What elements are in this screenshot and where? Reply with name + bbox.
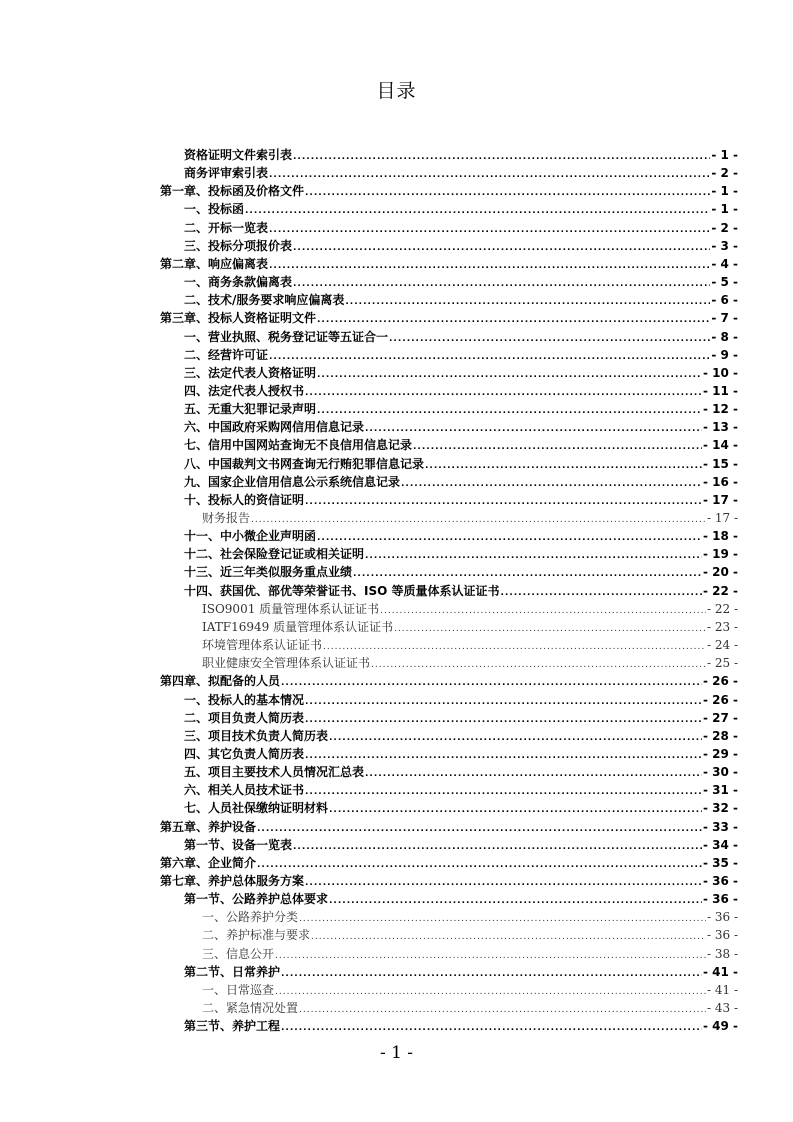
toc-entry[interactable]: [160, 309, 738, 327]
toc-leader-dots: [293, 840, 702, 854]
toc-entry-title: 三、信息公开: [202, 946, 275, 961]
toc-entry-title: 第四章、拟配备的人员: [160, 674, 281, 689]
toc-entry-title: 十三、近三年类似服务重点业绩: [184, 565, 353, 580]
toc-entry-page-number: - 28 -: [702, 728, 738, 743]
toc-entry-title: 第二节、日常养护: [184, 964, 281, 979]
toc-leader-dots: [371, 658, 706, 672]
toc-leader-dots: [293, 241, 710, 255]
toc-leader-dots: [281, 676, 702, 690]
toc-leader-dots: [317, 531, 702, 545]
toc-leader-dots: [245, 204, 710, 218]
toc-entry-page-number: - 11 -: [702, 383, 738, 398]
toc-entry[interactable]: [184, 346, 738, 364]
toc-entry[interactable]: [184, 691, 738, 709]
toc-entry-title: 第六章、企业简介: [160, 855, 257, 870]
toc-entry[interactable]: [202, 981, 738, 999]
toc-entry-page-number: - 41 -: [706, 982, 738, 997]
toc-entry-title: 财务报告: [202, 511, 251, 525]
toc-entry-page-number: - 14 -: [702, 438, 738, 453]
toc-entry[interactable]: [202, 618, 738, 636]
toc-entry[interactable]: [160, 182, 738, 200]
toc-entry-page-number: - 15 -: [702, 456, 738, 471]
toc-entry-title: 第一章、投标函及价格文件: [160, 184, 305, 199]
toc-entry-page-number: - 8 -: [711, 329, 738, 344]
toc-entry[interactable]: [184, 836, 738, 854]
toc-leader-dots: [317, 313, 710, 327]
toc-leader-dots: [281, 967, 702, 981]
toc-leader-dots: [317, 404, 702, 418]
toc-entry-page-number: - 9 -: [711, 347, 738, 362]
toc-entry-page-number: - 38 -: [706, 946, 738, 961]
toc-leader-dots: [305, 386, 702, 400]
toc-entry-page-number: - 1 -: [711, 184, 738, 199]
toc-entry-title: 六、相关人员技术证书: [184, 783, 305, 798]
toc-entry-page-number: - 3 -: [711, 238, 738, 253]
toc-entry-page-number: - 1 -: [711, 202, 738, 217]
toc-entry-title: 十四、获国优、部优等荣誉证书、ISO 等质量体系认证证书: [184, 583, 500, 598]
toc-entry-title: 二、紧急情况处置: [202, 1001, 299, 1016]
toc-entry-page-number: - 29 -: [702, 746, 738, 761]
toc-entry[interactable]: [184, 763, 738, 781]
toc-entry-page-number: - 32 -: [702, 801, 738, 816]
toc-leader-dots: [305, 785, 702, 799]
toc-entry-page-number: - 2 -: [711, 220, 738, 235]
toc-entry[interactable]: [184, 781, 738, 799]
toc-leader-dots: [305, 695, 702, 709]
toc-entry-title: 商务评审索引表: [184, 166, 269, 181]
toc-entry-title: 第七章、养护总体服务方案: [160, 874, 305, 888]
toc-entry-page-number: - 26 -: [702, 692, 738, 707]
toc-entry-page-number: - 23 -: [706, 619, 738, 634]
toc-leader-dots: [269, 223, 710, 237]
toc-entry-page-number: - 22 -: [706, 601, 738, 616]
toc-entry-title: 八、中国裁判文书网查询无行贿犯罪信息记录: [184, 456, 425, 471]
toc-entry-title: IATF16949 质量管理体系认证证书: [202, 619, 394, 634]
toc-leader-dots: [311, 930, 706, 944]
toc-leader-dots: [305, 876, 702, 890]
toc-leader-dots: [275, 985, 706, 999]
toc-entry-page-number: - 41 -: [702, 964, 738, 979]
toc-entry[interactable]: [184, 364, 738, 382]
toc-entry-title: 一、营业执照、税务登记证等五证合一: [184, 329, 389, 344]
toc-entry[interactable]: [202, 945, 738, 963]
toc-entry-page-number: - 36 -: [702, 892, 738, 907]
toc-entry-page-number: - 12 -: [702, 402, 738, 417]
toc-entry-title: 十二、社会保险登记证或相关证明: [184, 547, 365, 562]
toc-entry[interactable]: [184, 382, 738, 400]
toc-entry[interactable]: [184, 582, 738, 600]
toc-entry-page-number: - 36 -: [706, 910, 738, 925]
toc-leader-dots: [251, 513, 706, 527]
toc-entry-page-number: - 30 -: [702, 765, 738, 780]
toc-entry[interactable]: [184, 237, 738, 255]
toc-leader-dots: [389, 332, 710, 346]
toc-entry[interactable]: [184, 491, 738, 509]
toc-entry-title: 职业健康安全管理体系认证证书: [202, 656, 371, 671]
toc-entry-page-number: - 31 -: [702, 783, 738, 798]
toc-entry-title: 一、日常巡查: [202, 982, 275, 997]
page-title: 目录: [376, 80, 417, 102]
toc-entry-title: 环境管理体系认证证书: [202, 638, 323, 653]
toc-entry-page-number: - 16 -: [702, 474, 738, 489]
toc-entry-title: 五、项目主要技术人员情况汇总表: [184, 765, 365, 780]
toc-leader-dots: [257, 822, 702, 836]
toc-entry[interactable]: [202, 999, 738, 1017]
toc-entry-title: 六、中国政府采购网信用信息记录: [184, 420, 365, 435]
toc-leader-dots: [305, 186, 710, 200]
toc-entry[interactable]: [202, 908, 738, 926]
toc-entry-page-number: - 4 -: [711, 256, 738, 271]
toc-entry-page-number: - 49 -: [702, 1019, 738, 1034]
toc-entry-page-number: - 5 -: [711, 275, 738, 290]
toc-leader-dots: [323, 640, 706, 654]
toc-leader-dots: [365, 767, 702, 781]
toc-entry-title: 七、人员社保缴纳证明材料: [184, 801, 329, 816]
toc-leader-dots: [380, 604, 706, 618]
toc-leader-dots: [305, 495, 702, 509]
toc-entry[interactable]: [184, 219, 738, 237]
toc-entry-title: 第三节、养护工程: [184, 1019, 281, 1034]
toc-leader-dots: [413, 440, 702, 454]
toc-entry[interactable]: [184, 418, 738, 436]
toc-entry[interactable]: [184, 273, 738, 291]
toc-leader-dots: [269, 259, 710, 273]
toc-leader-dots: [305, 749, 702, 763]
toc-entry[interactable]: [184, 400, 738, 418]
toc-leader-dots: [501, 586, 702, 600]
toc-leader-dots: [293, 150, 710, 164]
toc-entry-page-number: - 17 -: [706, 511, 738, 525]
toc-entry-title: 九、国家企业信用信息公示系统信息记录: [184, 474, 401, 489]
toc-entry-page-number: - 19 -: [702, 547, 738, 562]
toc-entry-page-number: - 26 -: [702, 674, 738, 689]
toc-entry-title: ISO9001 质量管理体系认证证书: [202, 601, 380, 616]
toc-leader-dots: [329, 894, 702, 908]
toc-entry-title: 三、投标分项报价表: [184, 238, 293, 253]
toc-leader-dots: [299, 912, 706, 926]
toc-leader-dots: [293, 277, 710, 291]
toc-entry-title: 一、投标函: [184, 202, 245, 217]
toc-leader-dots: [365, 549, 702, 563]
toc-entry-page-number: - 36 -: [702, 874, 738, 888]
toc-entry-page-number: - 17 -: [702, 492, 738, 507]
toc-entry-page-number: - 24 -: [706, 638, 738, 653]
toc-entry[interactable]: [184, 890, 738, 908]
toc-entry-page-number: - 43 -: [706, 1001, 738, 1016]
toc-entry-page-number: - 25 -: [706, 656, 738, 671]
toc-entry-title: 二、开标一览表: [184, 220, 269, 235]
toc-leader-dots: [401, 477, 702, 491]
toc-entry[interactable]: [184, 727, 738, 745]
toc-entry[interactable]: [160, 255, 738, 273]
toc-entry-title: 一、投标人的基本情况: [184, 692, 305, 707]
toc-entry[interactable]: [202, 600, 738, 618]
toc-entry[interactable]: [160, 872, 738, 890]
toc-entry-title: 第二章、响应偏离表: [160, 256, 269, 271]
toc-entry-page-number: - 33 -: [702, 819, 738, 834]
toc-entry-page-number: - 18 -: [702, 529, 738, 544]
toc-entry[interactable]: [184, 745, 738, 763]
toc-entry-page-number: - 27 -: [702, 710, 738, 725]
toc-leader-dots: [281, 1021, 702, 1035]
toc-entry[interactable]: [184, 146, 738, 164]
toc-entry-title: 五、无重大犯罪记录声明: [184, 402, 317, 417]
toc-entry-title: 一、商务条款偏离表: [184, 275, 293, 290]
toc-entry[interactable]: [184, 563, 738, 581]
toc-entry[interactable]: [184, 473, 738, 491]
toc-entry[interactable]: [184, 545, 738, 563]
toc-leader-dots: [425, 459, 702, 473]
toc-entry-title: 二、技术/服务要求响应偏离表: [184, 293, 345, 308]
toc-entry[interactable]: [184, 291, 738, 309]
toc-entry[interactable]: [202, 509, 738, 527]
toc-entry-page-number: - 35 -: [702, 855, 738, 870]
toc-leader-dots: [329, 803, 702, 817]
toc-entry[interactable]: [202, 926, 738, 944]
toc-entry-page-number: - 6 -: [711, 293, 738, 308]
toc-entry-title: 十、投标人的资信证明: [184, 492, 305, 507]
toc-entry-title: 二、项目负责人简历表: [184, 710, 305, 725]
toc-leader-dots: [299, 1003, 706, 1017]
toc-entry-page-number: - 1 -: [711, 148, 738, 162]
toc-entry[interactable]: [184, 799, 738, 817]
toc-leader-dots: [275, 949, 706, 963]
toc-entry-page-number: - 10 -: [702, 365, 738, 380]
toc-entry[interactable]: [184, 436, 738, 454]
toc-leader-dots: [269, 350, 710, 364]
toc-entry-page-number: - 20 -: [702, 565, 738, 580]
toc-entry[interactable]: [184, 200, 738, 218]
toc-leader-dots: [305, 713, 702, 727]
toc-entry[interactable]: [184, 963, 738, 981]
toc-entry-title: 第一节、设备一览表: [184, 837, 293, 852]
toc-leader-dots: [317, 368, 702, 382]
toc-entry-title: 一、公路养护分类: [202, 910, 299, 925]
toc-leader-dots: [394, 622, 706, 636]
toc-entry-page-number: - 2 -: [711, 166, 738, 181]
toc-entry[interactable]: [184, 455, 738, 473]
toc-leader-dots: [269, 168, 710, 182]
toc-entry[interactable]: [184, 164, 738, 182]
toc-entry[interactable]: [184, 709, 738, 727]
toc-entry[interactable]: [160, 818, 738, 836]
toc-entry-title: 第五章、养护设备: [160, 819, 257, 834]
toc-entry-title: 第一节、公路养护总体要求: [184, 892, 329, 907]
toc-entry-title: 三、法定代表人资格证明: [184, 365, 317, 380]
toc-entry[interactable]: [160, 672, 738, 690]
toc-entry-title: 四、其它负责人简历表: [184, 746, 305, 761]
toc-entry-title: 资格证明文件索引表: [184, 148, 293, 162]
page-number-footer: - 1 -: [379, 1043, 414, 1063]
toc-entry-page-number: - 13 -: [702, 420, 738, 435]
toc-leader-dots: [353, 567, 702, 581]
toc-entry-title: 三、项目技术负责人简历表: [184, 728, 329, 743]
toc-entry-page-number: - 22 -: [702, 583, 738, 598]
toc-entry-title: 第三章、投标人资格证明文件: [160, 311, 317, 326]
toc-leader-dots: [329, 731, 702, 745]
toc-entry-page-number: - 7 -: [711, 311, 738, 326]
toc-entry[interactable]: [184, 1017, 738, 1035]
toc-entry[interactable]: [202, 654, 738, 672]
toc-entry-title: 七、信用中国网站查询无不良信用信息记录: [184, 438, 413, 453]
toc-leader-dots: [365, 422, 702, 436]
toc-entry[interactable]: [160, 854, 738, 872]
toc-entry[interactable]: [202, 636, 738, 654]
toc-leader-dots: [257, 858, 702, 872]
toc-entry-page-number: - 36 -: [706, 928, 738, 943]
toc-leader-dots: [345, 295, 710, 309]
toc-entry-title: 十一、中小微企业声明函: [184, 529, 317, 544]
toc-entry[interactable]: [184, 328, 738, 346]
toc-entry[interactable]: [184, 527, 738, 545]
toc-entry-page-number: - 34 -: [702, 837, 738, 852]
toc-entry-title: 二、养护标准与要求: [202, 928, 311, 943]
toc-entry-title: 四、法定代表人授权书: [184, 383, 305, 398]
toc-entry-title: 二、经营许可证: [184, 347, 269, 362]
